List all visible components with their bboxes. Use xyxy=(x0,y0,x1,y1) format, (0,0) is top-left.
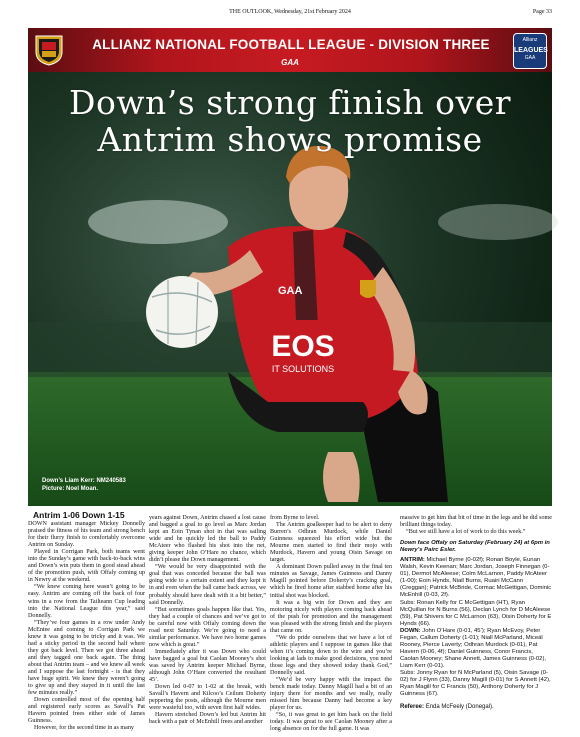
fixture-note: Down face Offaly on Saturday (February 24) at 6pm in Newry’s Pairc Esler. xyxy=(400,540,550,554)
paragraph: from Byrne to level. xyxy=(270,515,320,521)
antrim-players: Michael Byrne (0-02f); Ronan Boyle, Eunan Walsh, Kevin Keenan; Marc Jordan, Joseph Finnegan (0-01), Dermot McAleese; Colm McLarnon, Paddy McAteer (1-00); Eoin Hynds, Niall Burns, Ruairi McCann (Creggan); Patrick McBride, Cormac McGettigan, Dominic McEnhill (0-03, 2f). xyxy=(400,557,552,599)
paragraph: “We’d be very happy with the impact the bench made today. Danny Magill had a bit of an injury there for months and we really, really missed him because Danny had become a key player for us. xyxy=(270,677,392,712)
antrim-lineup xyxy=(400,557,552,599)
paragraph: “We do pride ourselves that we have a lot of athletic players and I suppose in games like that when it’s coming down to the wire and you’re looking at lads to make good decisions, you need those legs and they showed today thank God,” Donnelly said. xyxy=(270,634,392,677)
article-column-3 xyxy=(270,515,392,733)
allianz-leagues-logo xyxy=(513,33,547,69)
paragraph: massive to get him that bit of time in the legs and he did some brilliant things today. xyxy=(400,515,552,529)
referee-line xyxy=(400,704,552,711)
jersey-gaa-mark: GAA xyxy=(278,285,303,297)
issue-date: THE OUTLOOK, Wednesday, 21st February 2024 xyxy=(229,9,351,15)
paragraph: Immediately after it was Down who could have bagged a goal but Caolan Mooney’s shot was saved by Antrim keeper Michael Byrne, although John O’Hare converted the resultant 45’. xyxy=(149,648,266,684)
down-lineup xyxy=(400,628,552,670)
down-subs: Subs: Jonny Ryan for N McParland (5), Oisin Savage (0-02) for J Flynn (33), Danny Magill (0-01) for S Annett (42), Ryan Magill for C Francis (50), Anthony Doherty for J Guinness (67). xyxy=(400,669,551,698)
page-number: Page 33 xyxy=(532,9,552,15)
leagues-logo-bottom: GAA xyxy=(524,55,536,61)
article-column-1 xyxy=(28,521,145,731)
paragraph: The Antrim goalkeeper had to be alert to deny Burren’s Odhran Murdock, while Daniel Guinness squeezed his effort wide but the Mourne men started to find their mojo with Murdock, Havern and young Oisin Savage on target. xyxy=(270,522,392,564)
down-label: DOWN: xyxy=(400,627,421,634)
photo-caption xyxy=(42,477,126,493)
paragraph: Down controlled most of the opening half and registered early scores as Savall’s Pat Havern pointed frees either side of James Guinness. xyxy=(28,697,145,725)
paragraph: “We knew coming here wasn’t going to be easy. Antrim are coming off the back of four wins in a row from the Tailteann Cup leading into the National League this year,” said Donnelly. xyxy=(28,584,145,619)
county-crest-icon xyxy=(34,34,64,66)
headline xyxy=(28,84,552,158)
referee-name: Enda McFeely (Donegal). xyxy=(425,704,494,711)
match-photo xyxy=(28,72,552,506)
antrim-label: ANTRIM: xyxy=(400,557,425,564)
paragraph: However, for the second time in as many xyxy=(34,725,134,732)
headline-line-1: Down’s strong finish over xyxy=(68,83,511,122)
article-column-2 xyxy=(149,515,266,725)
headline-line-2: Antrim shows promise xyxy=(97,120,483,159)
paragraph: years against Down, Antrim chased a lost cause and bagged a goal to go level as Marc Jordan kept an Eoin Tynan shot in that was sailing wide and he quickly led the ball to Paddy McAteer who flashed his shot into the net, giving keeper John O’Hare no chance, which didn’t please the Down management. xyxy=(149,515,266,564)
down-players: John O’Hare (0-01, 45’); Ryan McEvoy, Peter Fegan, Callum Doherty (1-01); Niall McParland, Miceál Rooney, Pierce Laverty; Odhran Murdock (0-01), Pat Havern (0-06, 4f); Daniel Guinness, Conor Francis, Caolan Mooney; Shane Annett, James Guinness (0-02), Liam Kerr (0-01). xyxy=(400,627,547,669)
paragraph: Havern stretched Down’s led but Antrim hit back with a pair of McEnhill frees and another xyxy=(149,712,266,726)
scoreline: Antrim 1-06 Down 1-15 xyxy=(33,510,125,520)
paragraph: A dominant Down pulled away in the final ten minutes as Savage, James Guinness and Danny Magill pointed before Doherty’s cracking goal, which he fired home after stabbed home after his initial shot was blocked. xyxy=(270,564,392,599)
page-header xyxy=(28,9,552,19)
leagues-logo-top: Allianz xyxy=(522,37,538,43)
paragraph: It was a big win for Down and they are motoring nicely with players coming back ahead of the push for promotion and the management was pleased with the strong finish and the players that came on. xyxy=(270,599,392,634)
paragraph: “But sometimes goals happen like that. Yes, they had a couple of chances and we’ve got to be careful now with Offaly coming down the road next Saturday. We’re going to need a similar performance. We have two home games now which is great.” xyxy=(149,606,266,648)
paragraph: Down led 0-07 to 1-02 at the break, with Savall’s Havern and Kilcoo’s Ceilum Doherty peppering the posts, although the Mourne men were wasteful too, with seven first half wides. xyxy=(149,684,266,712)
leagues-logo-mid: LEAGUES xyxy=(514,47,548,54)
gaa-logo: GAA xyxy=(281,58,299,67)
paragraph: “So, it was great to get him back on the field today. It was great to see Caolan Mooney after a long absence on for the full game. It was xyxy=(270,712,392,733)
antrim-subs: Subs: Ronan Kelly for C McGettigan (HT), Ryan McQuillan for N Burns (56), Declan Lynch for D McAleese (59), Pat Shivers for C McLarnon (63), Oisin Doherty for E Hynds (66). xyxy=(400,599,552,627)
paragraph: “We would be very disappointed with the goal that was conceded because the ball was going wide to a certain extent and they kept it in and even when the ball came back across, we probably should have dealt with it a bit better,” said Donnelly. xyxy=(149,564,266,606)
referee-label: Referee: xyxy=(400,704,425,711)
paragraph: DOWN assistant manager Mickey Donnelly praised the fitness of his team and strong bench for their flurry finish to comfortably overcome Antrim on Sunday. xyxy=(28,521,145,549)
jersey-sponsor: EOS xyxy=(271,330,335,363)
caption-line-2: Picture: Noel Moan. xyxy=(42,486,99,492)
paragraph: “They’ve four games in a row under Andy McEntee and coming to Corrigan Park we knew it was going to be tricky and it was. We had a sticky period in the second half where they got back level. Then we got three ahead and they tagged one back again. The thing about that Antrim team – and we knew all week and I suppose the last fortnight - is that they have huge spirit. We knew they weren’t going to give up and they stayed in it until the last few minutes really.” xyxy=(28,619,145,697)
jersey-sponsor-tagline: IT SOLUTIONS xyxy=(271,364,335,374)
caption-line-1: Down’s Liam Kerr: NM240583 xyxy=(42,478,126,484)
banner-title: ALLIANZ NATIONAL FOOTBALL LEAGUE - DIVISION THREE xyxy=(92,37,490,52)
paragraph: Played in Corrigan Park, both teams went into the Sunday’s game with back-to-back wins and Down’s win puts them in good stead ahead of the promotion push, with Offaly coming up in Newry at the weekend. xyxy=(28,549,145,584)
paragraph: “But we still have a lot of work to do this week.” xyxy=(406,529,526,536)
article-column-4 xyxy=(400,515,552,725)
league-banner xyxy=(28,28,552,72)
